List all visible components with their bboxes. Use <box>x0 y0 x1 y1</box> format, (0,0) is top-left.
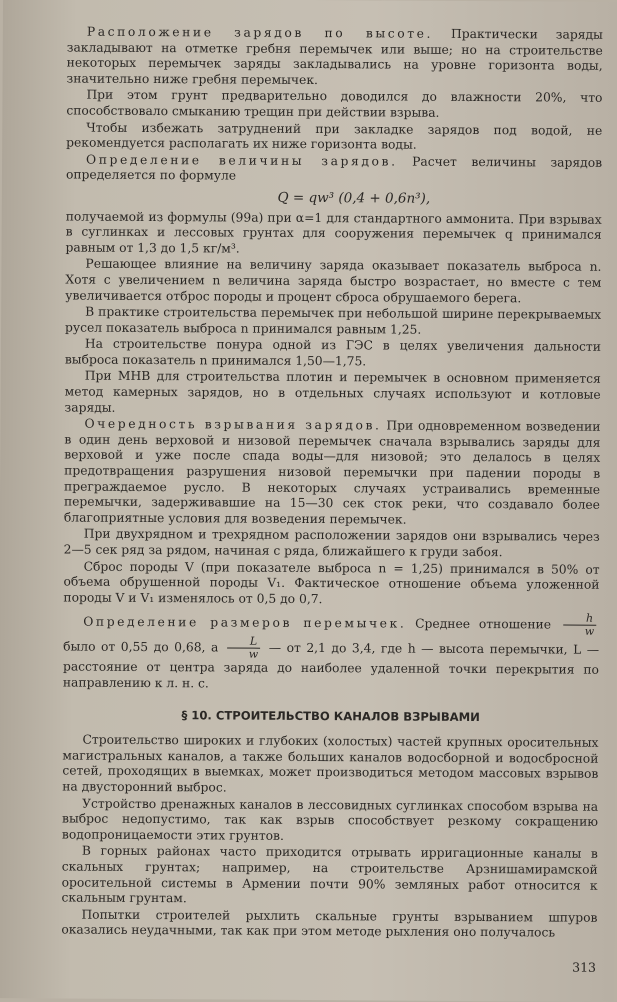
section-heading: § 10. СТРОИТЕЛЬСТВО КАНАЛОВ ВЗРЫВАМИ <box>181 707 480 724</box>
paragraph: Устройство дренажных каналов в лессовидных суглинках способом взрыва на выброс недопустимо, так как взрыв способствует резкому сокращению водопроницаемости этих грунтов. <box>61 796 599 843</box>
paragraph: Расположение зарядов по высоте. Практически заряды закладывают на отметке гребня перемычек или выше; но на строительстве некоторых перемычек заряды закладывались на уровне горизонта воды, значительно ниже гребня перемычек. <box>66 24 603 87</box>
paragraph: Попытки строителей рыхлить скальные грунты взрыванием шпуров оказались неудачными, так как при этом методе рыхления оно получалось <box>61 907 598 940</box>
paragraph: Строительство широких и глубоких (холостых) частей крупных оросительных магистральных каналов, а также больших каналов водосборной и водосбросной сетей, проходящих в выемках, может производиться методом массовых взрывов на двусторонний выброс. <box>62 732 599 795</box>
paragraph: получаемой из формулы (99а) при α=1 для стандартного аммонита. При взрывах в суглинках и лессовых грунтах для сооружения перемычек q принимался равным от 1,3 до 1,5 кг/м³. <box>65 209 602 256</box>
paragraph: Очередность взрывания зарядов. При одновременном возведении в один день верховой и низовой перемычек сначала взрывались заряды для верховой и уже после спада воды—для низовой; это делалось в целях предотвращения разрушения низовой перемычки при падении породы в преграждаемое русло. В некоторых случаях устраивались временные перемычки, задерживавшие на 15—30 сек сток реки, что создавало более благоприятные условия для возведения перемычек. <box>63 416 601 527</box>
paragraph: Решающее влияние на величину заряда оказывает показатель выброса n. Хотя с увеличением n величина заряда быстро возрастает, но вместе с тем увеличивается отброс породы и процент сброса обрушаемого берега. <box>65 256 602 305</box>
paragraph: В практике строительства перемычек при небольшой ширине перекрываемых русел показатель выброса n принимался равным 1,25. <box>65 304 602 337</box>
run-in-heading: Определение величины зарядов. <box>86 152 398 169</box>
run-in-heading: Определение размеров перемычек. <box>83 615 407 631</box>
paragraph: Чтобы избежать затруднений при закладке зарядов под водой, не рекомендуется располагать их ниже горизонта воды. <box>66 120 603 152</box>
paragraph: Определение размеров перемычек. Среднее отношение $\frac{h}{w}$ было от 0,55 до 0,68, а $\frac{L}{w}$ — от 2,1 до 3,4, где h — высота перемычки, L — расстояние от центра заряда до наиболее удаленной точки перекрытия по направлению к л. н. с. <box>62 612 600 691</box>
page-body <box>61 25 603 943</box>
run-in-heading: Расположение зарядов по высоте. <box>86 24 434 41</box>
charge-formula: Q = qw³ (0,4 + 0,6n³), <box>277 189 431 207</box>
paragraph: На строительстве понура одной из ГЭС в целях увеличения дальности выброса показатель n принимался 1,50—1,75. <box>64 336 601 369</box>
page-number: 313 <box>572 959 597 975</box>
paragraph: При двухрядном и трехрядном расположении зарядов они взрывались через 2—5 сек ряд за рядом, начиная с ряда, ближайшего к груди забоя. <box>63 527 600 560</box>
ratio-h-w: $\frac{h}{w}$ <box>563 613 597 638</box>
paragraph: Сброс породы V (при показателе выброса n = 1,25) принимался в 50% от объема обрушенной породы V₁. Фактическое отношение объема уложенной породы V и V₁ изменялось от 0,5 до 0,7. <box>63 559 600 606</box>
ratio-l-w: $\frac{L}{w}$ <box>227 636 261 661</box>
paragraph: При этом грунт предварительно доводился до влажности 20%, что способствовало смыканию трещин при действии взрыва. <box>66 88 603 120</box>
paragraph: При МНВ для строительства плотин и перемычек в основном применяется метод камерных зарядов, но в отдельных случаях используют и котловые заряды. <box>64 369 601 415</box>
run-in-heading: Очередность взрывания зарядов. <box>84 416 382 433</box>
paragraph: В горных районах часто приходится отрывать ирригационные каналы в скальных грунтах; например, на строительстве Арзнишамирамской оросительной системы в Армении почти 90% земляных работ относится к скальным грунтам. <box>61 843 598 906</box>
paragraph: Определение величины зарядов. Расчет величины зарядов определяется по формуле <box>65 152 603 183</box>
